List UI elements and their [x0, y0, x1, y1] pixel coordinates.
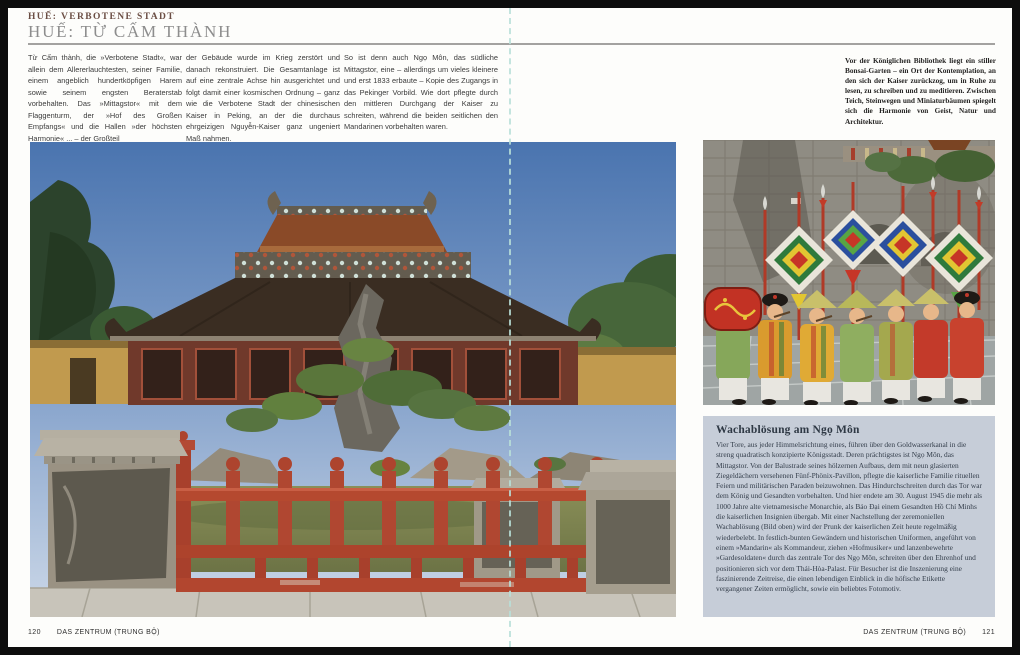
- intro-column-1: Từ Cấm thành, die »Verbotene Stadt«, war allein dem Allererlauchtesten, seiner Familie, einem angeblich hundertköpfigen Harem sowie seinem engsten Beraterstab vorbehalten. Das »Mittagstor« mit dem Flaggenturm, der »Hof des Großen Empfangs« und die Hallen »der höchsten Harmonie« ... – der Großteil: [28, 53, 182, 143]
- intro-column-2: der Gebäude wurde im Krieg zerstört und danach rekonstruiert. Die Gesamtanlage ist auf eine zentrale Achse hin ausgerichtet und folgt damit einer kosmischen Ordnung – ganz wie die Verbotene Stadt der chinesischen Kaiser in Peking, an der die durchaus ehrgeizigen Nguyễn-Kaiser ganz ungeniert Maß nahmen.: [186, 53, 340, 143]
- section-title-left: DAS ZENTRUM (TRUNG BỘ): [56, 629, 160, 636]
- temple-garden-illustration: [30, 142, 676, 617]
- info-box-wachabloesung: [703, 416, 995, 617]
- page-number-right: 121: [982, 629, 995, 636]
- main-photo-forbidden-city: [30, 142, 676, 617]
- header-rule: [28, 43, 995, 45]
- page-gutter-line: [509, 8, 511, 647]
- intro-column-3: So ist denn auch Ngọ Môn, das südliche Mittagstor, eine – allerdings um vieles kleinere und erst 1833 erbaute – Kopie des Zugangs in das Pekinger Vorbild. Wie dort pflegte durch den mittleren Durchgang der Kaiser zu schreiten, während die beiden seitlichen den Mandarinen vorbehalten waren.: [344, 53, 498, 131]
- info-box-body: Vier Tore, aus jeder Himmelsrichtung eines, führen über den Goldwasserkanal in die streng quadratisch konzipierte Königsstadt. Deren prächtigstes ist Ngọ Môn, das Mittagstor. Von der Balustrade seines hölzernen Aufbaus, dem mit neun glasierten Ziegeldächern versehenen Fünf-Phönix-Pavillon, pflegte die kaiserliche Familie rituellen Feiern und militärischen Paraden beizuwohnen. Das Hindurchschreiten durch das Tor war dem König und Gesandten vorbehalten. Und hier endete am 30. August 1945 die mehr als 1000 Jahre alte vietnamesische Monarchie, als Bảo Đại einem Gesandten Hồ Chí Minhs die kaiserlichen Insignien übergab. Mit einer Nachstellung der zeremoniellen Wachablösung (Bild oben) wird der Prunk der kaiserlichen Zeit heute regelmäßig wiederbelebt. In festlich-bunten Gewändern und historischen Uniformen, angeführt von einem »Mandarin« als Kommandeur, ziehen »Hofmusiker« und lanzenbewehrte »Gardesoldaten« durch das zentrale Tor des Ngọ Môn, schreiten über den Ehrenhof und positionieren sich vor dem Thái-Hòa-Palast. Für Besucher ist die Inszenierung eine faszinierende Zeitreise, die einen lebendigen Einblick in die höfische Etikette vergangener Zeiten ermöglicht, sowie ein beliebtes Fotomotiv.: [716, 440, 983, 594]
- section-title-right: DAS ZENTRUM (TRUNG BỘ): [863, 629, 967, 636]
- footer-right: [863, 629, 995, 636]
- chapter-eyebrow: HUẾ: VERBOTENE STADT: [28, 12, 175, 22]
- info-box-heading: Wachablösung am Ngọ Môn: [716, 424, 860, 436]
- stone-pavement: [30, 588, 676, 617]
- page-number-left: 120: [28, 629, 41, 636]
- ceremonial-drum: [705, 288, 761, 330]
- right-stone-pillar: [578, 460, 676, 594]
- left-stone-pillar: [34, 430, 188, 588]
- procession-photo: [703, 140, 995, 405]
- page-title: HUẾ: TỪ CẤM THÀNH: [28, 22, 233, 41]
- procession-illustration: [703, 140, 995, 405]
- photo-caption-bonsai-garden: Vor der Königlichen Bibliothek liegt ein stiller Bonsai-Garten – ein Ort der Kontemplation, an den sich der Kaiser zurückzog, um in Ruhe zu lesen, zu schreiben und zu meditieren. Zwischen Teich, Steinwegen und Miniaturbäumen spiegelt sich die Harmonie von Geist, Natur und Architektur.: [845, 56, 996, 126]
- footer-left: [28, 629, 160, 636]
- book-spread: [8, 8, 1012, 647]
